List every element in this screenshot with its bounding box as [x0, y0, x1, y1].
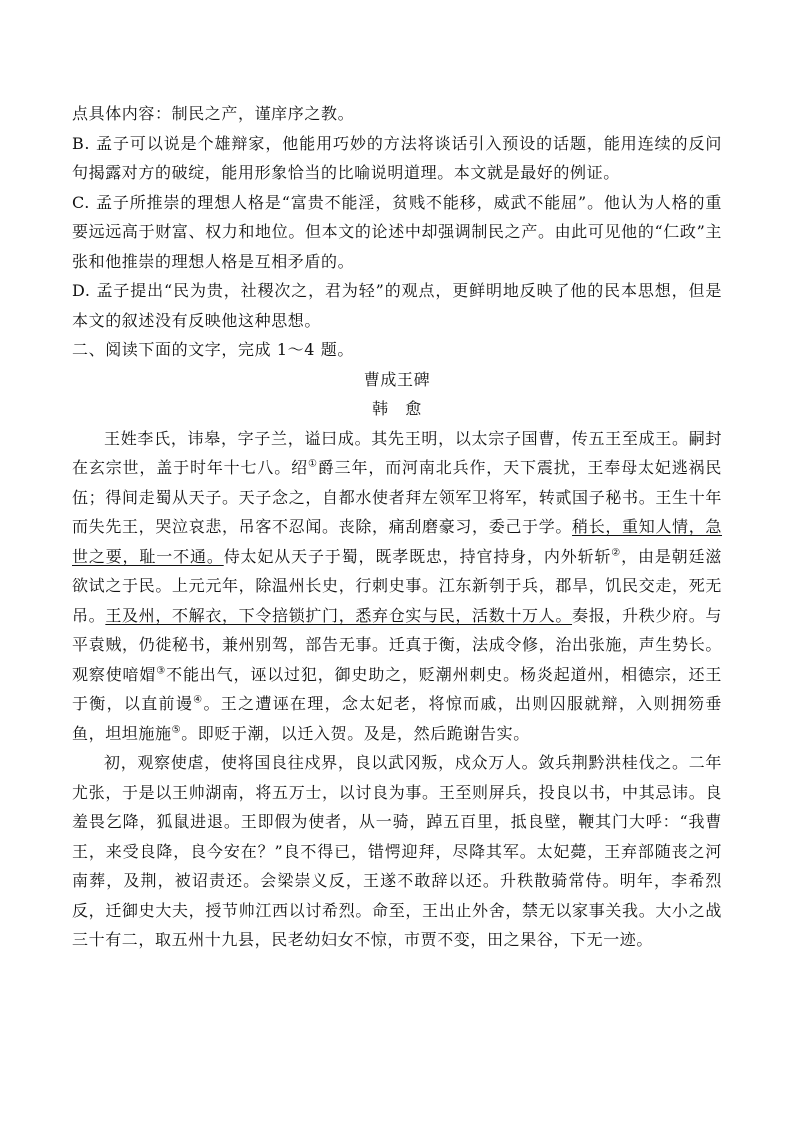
paragraph-text: 不能出气，诬以过犯，御史助之，贬潮州刺史。杨炎起道州，相德宗，还王于衡，以直前谩 — [72, 664, 722, 713]
paragraph-text: 侍太妃从天子于蜀，既孝既忠，持官持身，内外斩斩 — [223, 546, 612, 566]
continuation-line: 点具体内容：制民之产，谨庠序之教。 — [72, 104, 355, 123]
paragraph-text: 。王之遭诬在理，念太妃老，将惊而戚，出则囚服就辩，入则拥笏垂鱼，坦坦施施 — [72, 694, 722, 743]
passage-paragraph-2: 初，观察使虐，使将国良往戍界，良以武冈叛，戍众万人。敛兵荆黔洪桂伐之。二年尤张，于是以王帅湖南，将五万士，以讨良为事。王至则屏兵，投良以书，中其忌讳。良羞畏乞降，狐鼠进退。王即假为使者，从一骑，踔五百里，抵良壁，鞭其门大呼：“我曹王，来受良降，良今安在？”良不得已，错愕迎拜，尽降其军。太妃薨，王弃部随丧之河南葬，及荆，被诏责还。会梁崇义反，王遂不敢辞以还。升秩散骑常侍。明年，李希烈反，迁御史大夫，授节帅江西以讨希烈。命至，王出止外舍，禁无以家事关我。大小之战三十有二，取五州十九县，民老幼妇女不惊，市贾不变，田之果谷，下无一迹。 — [72, 753, 722, 949]
footnote-marker: ③ — [156, 665, 167, 677]
paragraph-text: 爵三年，而河南北兵作，天下震扰，王奉母太妃逃祸民伍；得间走蜀从天子。天子念之，自都水使者拜左领军卫将军，转贰国子秘书。王生十年而失先王，哭泣哀悲，吊客不忍闻。丧除，痛刮磨豪习，委己于学。 — [72, 458, 722, 536]
underlined-sentence: 稍长，重知人情，急世之要，耻一不通。 — [72, 517, 722, 566]
paragraph-text: 奏报，升秩少府。与平袁贼，仍徙秘书，兼州别驾，部告无事。迁真于衡，法成令修，治出张施，声生势长。观察使喑媢 — [72, 605, 722, 684]
paragraph-text: 王姓李氏，讳皋，字子兰，谥曰成。其先王明，以太宗子国曹，传五王至成王。嗣封在玄宗世，盖于时年十七八。绍 — [72, 428, 722, 477]
footnote-marker: ⑤ — [171, 724, 182, 736]
section-heading: 二、阅读下面的文字，完成 1～4 题。 — [72, 340, 354, 359]
passage-author: 韩 愈 — [372, 399, 422, 418]
footnote-marker: ① — [307, 458, 318, 470]
paragraph-text: ，由是朝廷滋欲试之于民。上元元年，除温州长史，行刺史事。江东新刳于兵，郡旱，饥民交走，死无吊。 — [72, 546, 722, 625]
option-b: B. 孟子可以说是个雄辩家，他能用巧妙的方法将谈话引入预设的话题，能用连续的反问句揭露对方的破绽，能用形象恰当的比喻说明道理。本文就是最好的例证。 — [72, 133, 722, 182]
passage-paragraph-1 — [72, 424, 722, 749]
option-c: C. 孟子所推崇的理想人格是“富贵不能淫，贫贱不能移，威武不能屈”。他认为人格的重要远远高于财富、权力和地位。但本文的论述中却强调制民之产。由此可见他的“仁政”主张和他推崇的理想人格是互相矛盾的。 — [72, 192, 722, 271]
option-d: D. 孟子提出“民为贵，社稷次之，君为轻”的观点，更鲜明地反映了他的民本思想，但是本文的叙述没有反映他这种思想。 — [72, 281, 722, 330]
footnote-marker: ④ — [193, 694, 204, 706]
underlined-sentence: 王及州，不解衣，下令掊锁扩门，悉弃仓实与民，活数十万人。 — [105, 605, 573, 625]
document-body — [72, 99, 722, 955]
paragraph-text: 。即贬于潮，以迁入贺。及是，然后跪谢告实。 — [181, 723, 530, 743]
passage-title: 曹成王碑 — [363, 369, 431, 389]
footnote-marker: ② — [611, 547, 622, 559]
